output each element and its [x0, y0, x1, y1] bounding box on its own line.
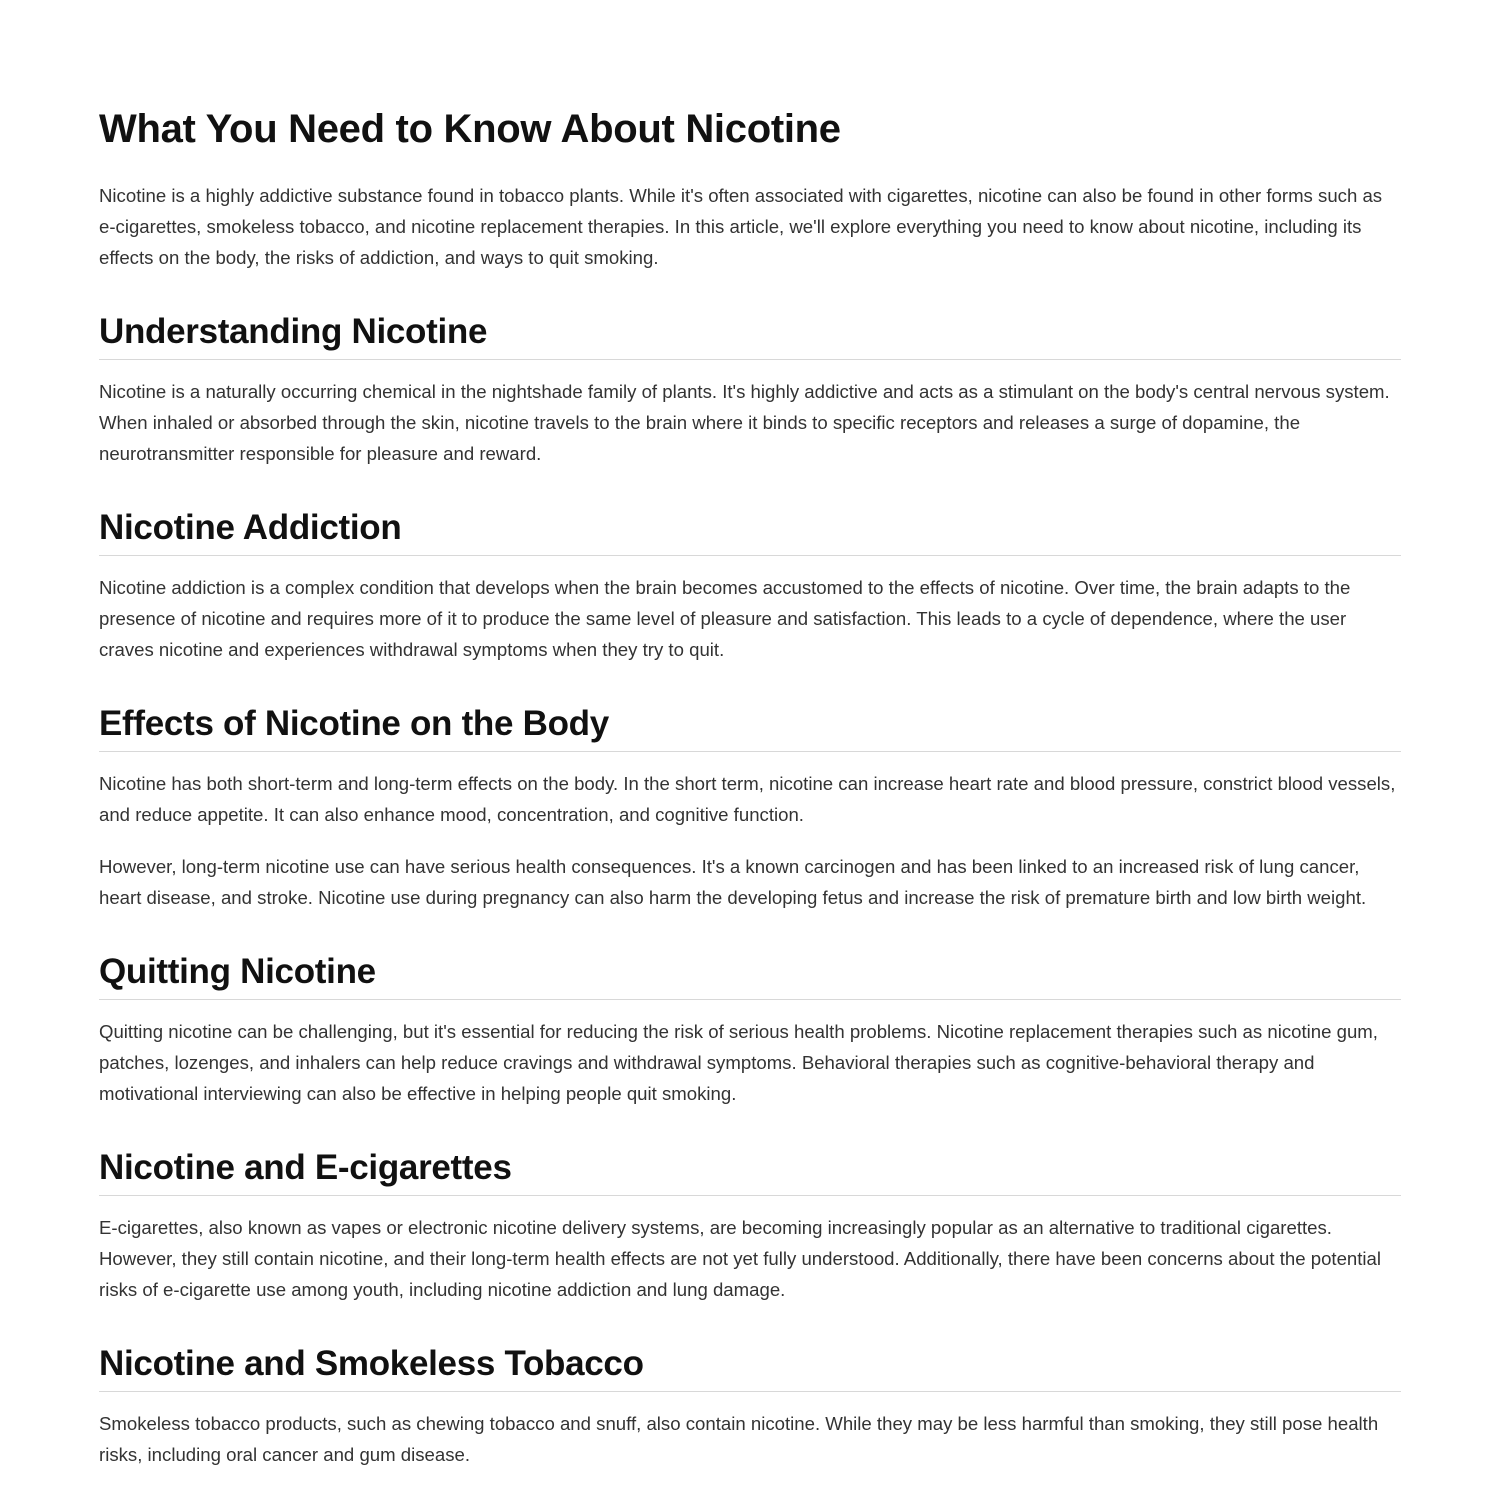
section-heading: Effects of Nicotine on the Body: [99, 702, 1401, 752]
section-paragraph: Nicotine is a naturally occurring chemical in the nightshade family of plants. It's highly addictive and acts as a stimulant on the body's central nervous system. When inhaled or absorbed through the skin, nicotine travels to the brain where it binds to specific receptors and releases a surge of dopamine, the neurotransmitter responsible for pleasure and reward.: [99, 381, 1390, 464]
section-quitting-nicotine: [99, 950, 1401, 1109]
intro-paragraph: Nicotine is a highly addictive substance found in tobacco plants. While it's often associated with cigarettes, nicotine can also be found in other forms such as e-cigarettes, smokeless tobacco, and nicotine replacement therapies. In this article, we'll explore everything you need to know about nicotine, including its effects on the body, the risks of addiction, and ways to quit smoking.: [99, 185, 1383, 268]
section-heading: Nicotine Addiction: [99, 506, 1401, 556]
section-paragraph: E-cigarettes, also known as vapes or electronic nicotine delivery systems, are becoming increasingly popular as an alternative to traditional cigarettes. However, they still contain nicotine, and their long-term health effects are not yet fully understood. Additionally, there have been concerns about the potential risks of e-cigarette use among youth, including nicotine addiction and lung damage.: [99, 1217, 1382, 1300]
section-paragraph: Quitting nicotine can be challenging, but it's essential for reducing the risk of serious health problems. Nicotine replacement therapies such as nicotine gum, patches, lozenges, and inhalers can help reduce cravings and withdrawal symptoms. Behavioral therapies such as cognitive-behavioral therapy and motivational interviewing can also be effective in helping people quit smoking.: [99, 1021, 1378, 1104]
section-paragraph: However, long-term nicotine use can have serious health consequences. It's a known carcinogen and has been linked to an increased risk of lung cancer, heart disease, and stroke. Nicotine use during pregnancy can also harm the developing fetus and increase the risk of premature birth and low birth weight.: [99, 856, 1367, 908]
section-heading: Nicotine and Smokeless Tobacco: [99, 1342, 1401, 1392]
section-paragraph: Nicotine addiction is a complex condition that develops when the brain becomes accustomed to the effects of nicotine. Over time, the brain adapts to the presence of nicotine and requires more of it to produce the same level of pleasure and satisfaction. This leads to a cycle of dependence, where the user craves nicotine and experiences withdrawal symptoms when they try to quit.: [99, 577, 1351, 660]
section-paragraph: Smokeless tobacco products, such as chewing tobacco and snuff, also contain nicotine. While they may be less harmful than smoking, they still pose health risks, including oral cancer and gum disease.: [99, 1413, 1379, 1465]
section-heading: Quitting Nicotine: [99, 950, 1401, 1000]
section-heading: Understanding Nicotine: [99, 310, 1401, 360]
section-nicotine-addiction: [99, 506, 1401, 665]
section-heading: Nicotine and E-cigarettes: [99, 1146, 1401, 1196]
section-paragraph: Nicotine has both short-term and long-term effects on the body. In the short term, nicotine can increase heart rate and blood pressure, constrict blood vessels, and reduce appetite. It can also enhance mood, concentration, and cognitive function.: [99, 773, 1396, 825]
section-e-cigarettes: [99, 1146, 1401, 1305]
section-smokeless-tobacco: [99, 1342, 1401, 1470]
section-understanding-nicotine: [99, 310, 1401, 469]
page-title: What You Need to Know About Nicotine: [99, 107, 841, 151]
section-effects-on-body: [99, 702, 1401, 913]
